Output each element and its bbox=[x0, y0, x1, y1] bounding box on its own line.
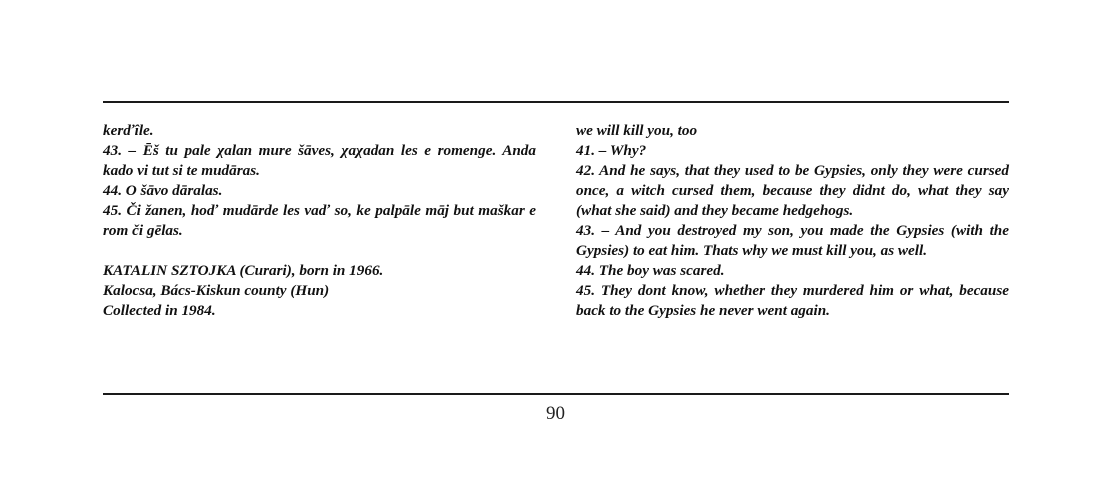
page-number: 90 bbox=[546, 403, 565, 424]
collection-credit: Collected in 1984. bbox=[103, 302, 216, 319]
left-column bbox=[103, 121, 536, 321]
paragraph: 45. They dont know, whether they murdered him or what, because back to the Gypsies he never went again. bbox=[576, 282, 1009, 319]
paragraph: 45. Či žanen, hoď mudārde les vaď so, ke palpāle māj but maškar e rom či gēlas. bbox=[103, 202, 536, 239]
narrator-credit: KATALIN SZTOJKA (Curari), born in 1966. bbox=[103, 262, 384, 279]
paragraph: 42. And he says, that they used to be Gypsies, only they were cursed once, a witch cursed them, because they didnt do, what they say (what she said) and they became hedgehogs. bbox=[576, 162, 1009, 219]
bottom-rule bbox=[103, 393, 1009, 395]
paragraph: kerďîle. bbox=[103, 122, 154, 139]
paragraph: 41. – Why? bbox=[576, 142, 647, 159]
paragraph: we will kill you, too bbox=[576, 122, 698, 139]
paragraph: 44. The boy was scared. bbox=[576, 262, 725, 279]
paragraph-gap bbox=[103, 241, 536, 261]
paragraph: 44. O šāvo dāralas. bbox=[103, 182, 223, 199]
paragraph: 43. – And you destroyed my son, you made the Gypsies (with the Gypsies) to eat him. Thats why we must kill you, as well. bbox=[576, 222, 1009, 259]
location-credit: Kalocsa, Bács-Kiskun county (Hun) bbox=[103, 282, 330, 299]
top-rule bbox=[103, 101, 1009, 103]
paragraph: 43. – Ēš tu pale χalan mure šāves, χaχadan les e romenge. Anda kado vi tut si te mudāras. bbox=[103, 142, 536, 179]
right-column bbox=[576, 121, 1009, 321]
